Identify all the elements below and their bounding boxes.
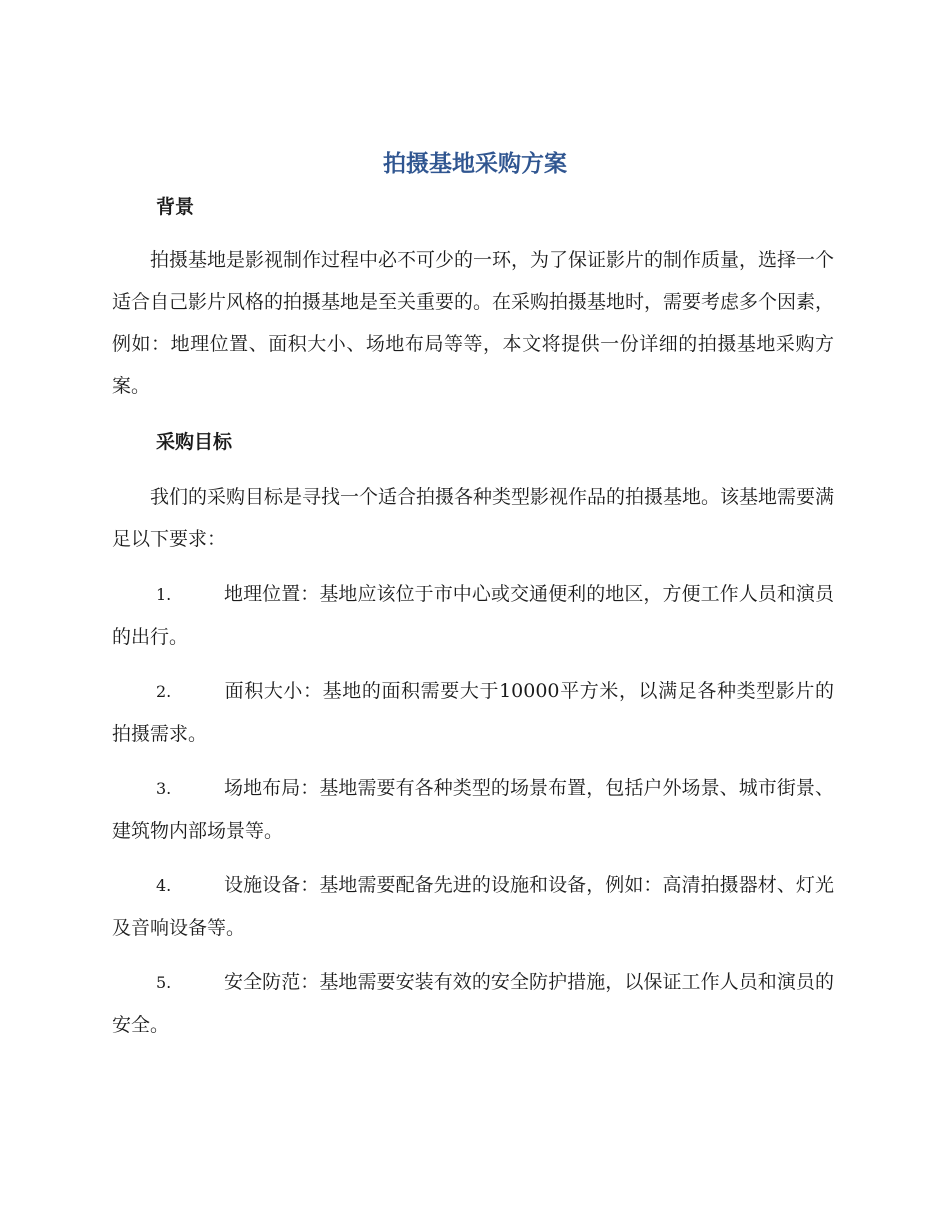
list-number: 4. (156, 876, 172, 895)
list-number: 5. (156, 973, 172, 992)
goal-paragraph: 我们的采购目标是寻找一个适合拍摄各种类型影视作品的拍摄基地。该基地需要满足以下要求： (112, 486, 835, 550)
list-item-text: 地理位置：基地应该位于市中心或交通便利的地区，方便工作人员和演员的出行。 (112, 583, 834, 648)
page-title: 拍摄基地采购方案 (383, 151, 567, 177)
list-number: 3. (156, 779, 172, 798)
requirement-item-5 (112, 961, 834, 1046)
list-item-text: 设施设备：基地需要配备先进的设施和设备，例如：高清拍摄器材、灯光及音响设备等。 (112, 874, 834, 939)
requirement-item-2 (112, 670, 834, 755)
requirement-item-1 (112, 573, 834, 658)
list-number: 2. (156, 682, 172, 701)
requirement-item-3 (112, 767, 834, 852)
requirement-item-4 (112, 864, 834, 949)
list-item-text: 场地布局：基地需要有各种类型的场景布置，包括户外场景、城市街景、建筑物内部场景等。 (112, 777, 834, 842)
list-item-text: 面积大小：基地的面积需要大于10000平方米，以满足各种类型影片的拍摄需求。 (112, 680, 834, 745)
section-heading-procurement-goal: 采购目标 (156, 431, 233, 453)
list-item-text: 安全防范：基地需要安装有效的安全防护措施，以保证工作人员和演员的安全。 (112, 971, 834, 1036)
list-number: 1. (156, 585, 172, 604)
background-paragraph: 拍摄基地是影视制作过程中必不可少的一环，为了保证影片的制作质量，选择一个适合自己影片风格的拍摄基地是至关重要的。在采购拍摄基地时，需要考虑多个因素，例如：地理位置、面积大小、场地布局等等，本文将提供一份详细的拍摄基地采购方案。 (112, 249, 835, 397)
section-heading-background: 背景 (156, 196, 195, 218)
